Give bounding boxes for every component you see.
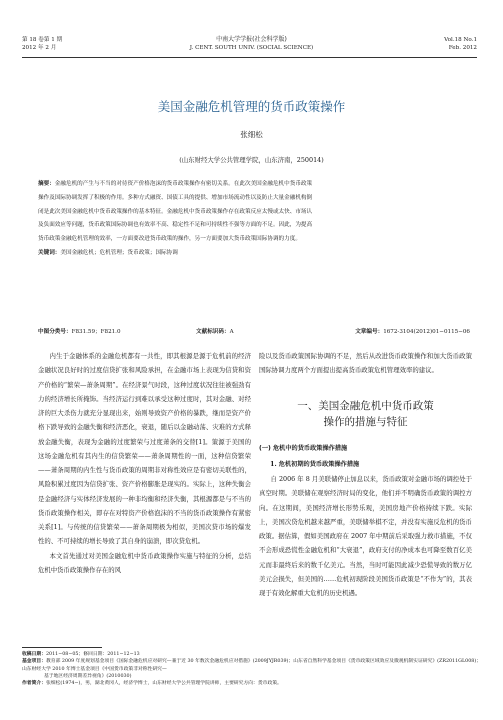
fund-project: 基金项目：教育部 2009 年度规划基金项目《国际金融危机应对研究—兼于近 30 年数次金融危机应对措施》(2009JYJR039)；山东省自然科学基金项目《货币政策区域效应及微观机制实证研究》(ZR2011GL008)；山东财经大学 2010 年博士基金项目《中国货币政策非对称性研究— xyxy=(22,659,481,672)
classification-line xyxy=(38,327,470,336)
abstract-line: 及负面效应等问题，货币政策国际协调也有效率不高、稳定性不足和可持续性不强等方面的不足。因此，为提高 xyxy=(38,222,313,229)
received-date: 收稿日期：2011−08−05；修回日期：2011−12−13 xyxy=(22,652,140,657)
publish-date-en: Feb. 2012 xyxy=(448,45,477,51)
body-paragraph: 本文首先通过对美国金融危机中货币政策操作实施与特征的分析，总结危机中货币政策操作存在的风 xyxy=(38,551,251,574)
article-title: 美国金融危机管理的货币政策操作 xyxy=(157,99,346,114)
body-paragraph: 内生于金融体系的金融危机都有一共性，即其根源是源于危机前的经济金融状况良好时的过度信贷扩张和风险承担，在金融市场上表现为信贷和资产价格的“繁荣—萧条周期”。在经济景气时段，这种过度状况往往被强劲有力的经济增长所掩饰。当经济运行到难以承受这种过度时，其对金融、对经济的巨大杀伤力就充分显现出来，始则导致资产价格的暴跌，继而是资产价格下跌导致的金融失衡和经济恶化，衰退，随后以金融动荡、灾难的方式释放金融失衡，表现为金融的过度繁荣与过度萧条的交替[1]。策源于美国的这场金融危机有其内生的信贷繁荣——萧条周期性的一面，这种信贷繁荣——萧条周期的内生性与货币政策的周期非对称性效应是有密切关联性的，风险积累过度因为信贷扩张、资产价格膨胀是现实的。实际上，这种失衡会是金融经济与实体经济发展的一种非均衡和经济失衡，其根源都是与不当的货币政策操作相关，即存在对特资产价格泡沫的不当的货币政策操作有紧密关系[1]。与传统的信贷繁荣——萧条周期极为相似，美国次贷市场的爆发性的、不可持续的增长导致了其自身的崩溃，即次贷危机。 xyxy=(38,352,251,546)
journal-name-cn: 中南大学学报(社会科学版) xyxy=(216,36,287,43)
left-column xyxy=(38,349,251,577)
fund-project-cont: 基于地区经济周期差异视角》(2010030) xyxy=(44,673,132,679)
body-paragraph: 自 2006 年 8 月美联储停止加息以来，货币政策对金融市场的调控处于真空时期。美联储在观察经济时局的变化，他们并不明确货币政策的调控方向。在这期间，美国经济增长形势乐观，美国房地产价格持续下跌。实际上，美国次贷危机越来越严重，美联储举棋不定，并没有实施反危机的货币政策。据估算，假如美国政府在 2007 年中期前后采取强力救市措施，不仅不会形成恐慌性金融危机和“大衰退”，政府支付的净成本也可降至数百亿美元而非最终后来的数千亿美元。当然，当时可能因此减少恐慌导致的数万亿美元会损失，但美国的……危机初现阶段美国货币政策是“不作为”的，其表现于有效化解重大危机的历史机遇。 xyxy=(259,475,472,597)
abstract-line: 操作及国际协调发挥了积极的作用。多种方式融资、国债工具的提供、增加市场流动性以及防止大量金融机构倒 xyxy=(38,194,313,201)
right-column xyxy=(259,349,472,600)
abstract-text: 金融危机的产生与不当的对待资产价格泡沫的货币政策操作有密切关系。在此次美国金融危机中货币政策 xyxy=(54,181,313,187)
section-heading: 一、美国金融危机中货币政策 操作的措施与特征 xyxy=(297,399,434,428)
abstract xyxy=(38,178,470,261)
author-affiliation: (山东财经大学公共管理学院，山东济南，250014) xyxy=(179,156,324,164)
abstract-line: 闭是此次美国金融危机中货币政策操作的基本特征。金融危机中货币政策操作存在政策反应太慢或太快、市场认 xyxy=(38,208,313,215)
volume-issue: 第 18 卷第 1 期 xyxy=(22,37,63,43)
author-bio: 作者简介：张细松(1974−)，男，湖北黄冈人，经济学博士，山东财经大学公共管理学院讲师，主要研究方向：货币政策。 xyxy=(22,681,282,687)
article-author: 张细松 xyxy=(240,130,263,139)
keywords-label: 关键词： xyxy=(38,249,61,256)
volume-issue-en: Vol.18 No.1 xyxy=(444,37,477,43)
document-code: 文献标识码：A xyxy=(196,329,234,335)
footnote-rule xyxy=(22,647,102,648)
keywords xyxy=(38,247,470,261)
body-paragraph: 险以及货币政策国际协调的不足，然后从改进货币政策操作和加大货币政策国际协调力度两个方面提出提高货币政策危机管理效率的建议。 xyxy=(259,352,472,375)
abstract-line xyxy=(38,178,470,192)
journal-name xyxy=(0,36,503,52)
keywords-text: 美国金融危机；危机管理；货币政策；国际协调 xyxy=(60,249,178,256)
abstract-label: 摘要： xyxy=(38,181,55,187)
abstract-line: 货币政策金融危机管理的效率，一方面要改进货币政策的操作，另一方面要加大货币政策国际协调的力度。 xyxy=(38,236,301,243)
article-number: 文章编号：1672-3104(2012)01−0115−06 xyxy=(355,329,470,335)
footnotes xyxy=(22,651,482,687)
journal-name-en: J. CENT. SOUTH UNIV. (SOCIAL SCIENCE) xyxy=(189,45,314,51)
clc-number: 中图分类号：F831.59；F821.0 xyxy=(38,329,121,335)
header-rule xyxy=(22,57,477,58)
publish-date: 2012 年 2 月 xyxy=(22,45,57,51)
subsubsection-heading: 1. 危机初期的货币政策操作措施 xyxy=(270,460,360,468)
subsection-heading: (一) 危机中的货币政策操作措施 xyxy=(259,444,348,452)
journal-volume-en xyxy=(444,36,477,52)
